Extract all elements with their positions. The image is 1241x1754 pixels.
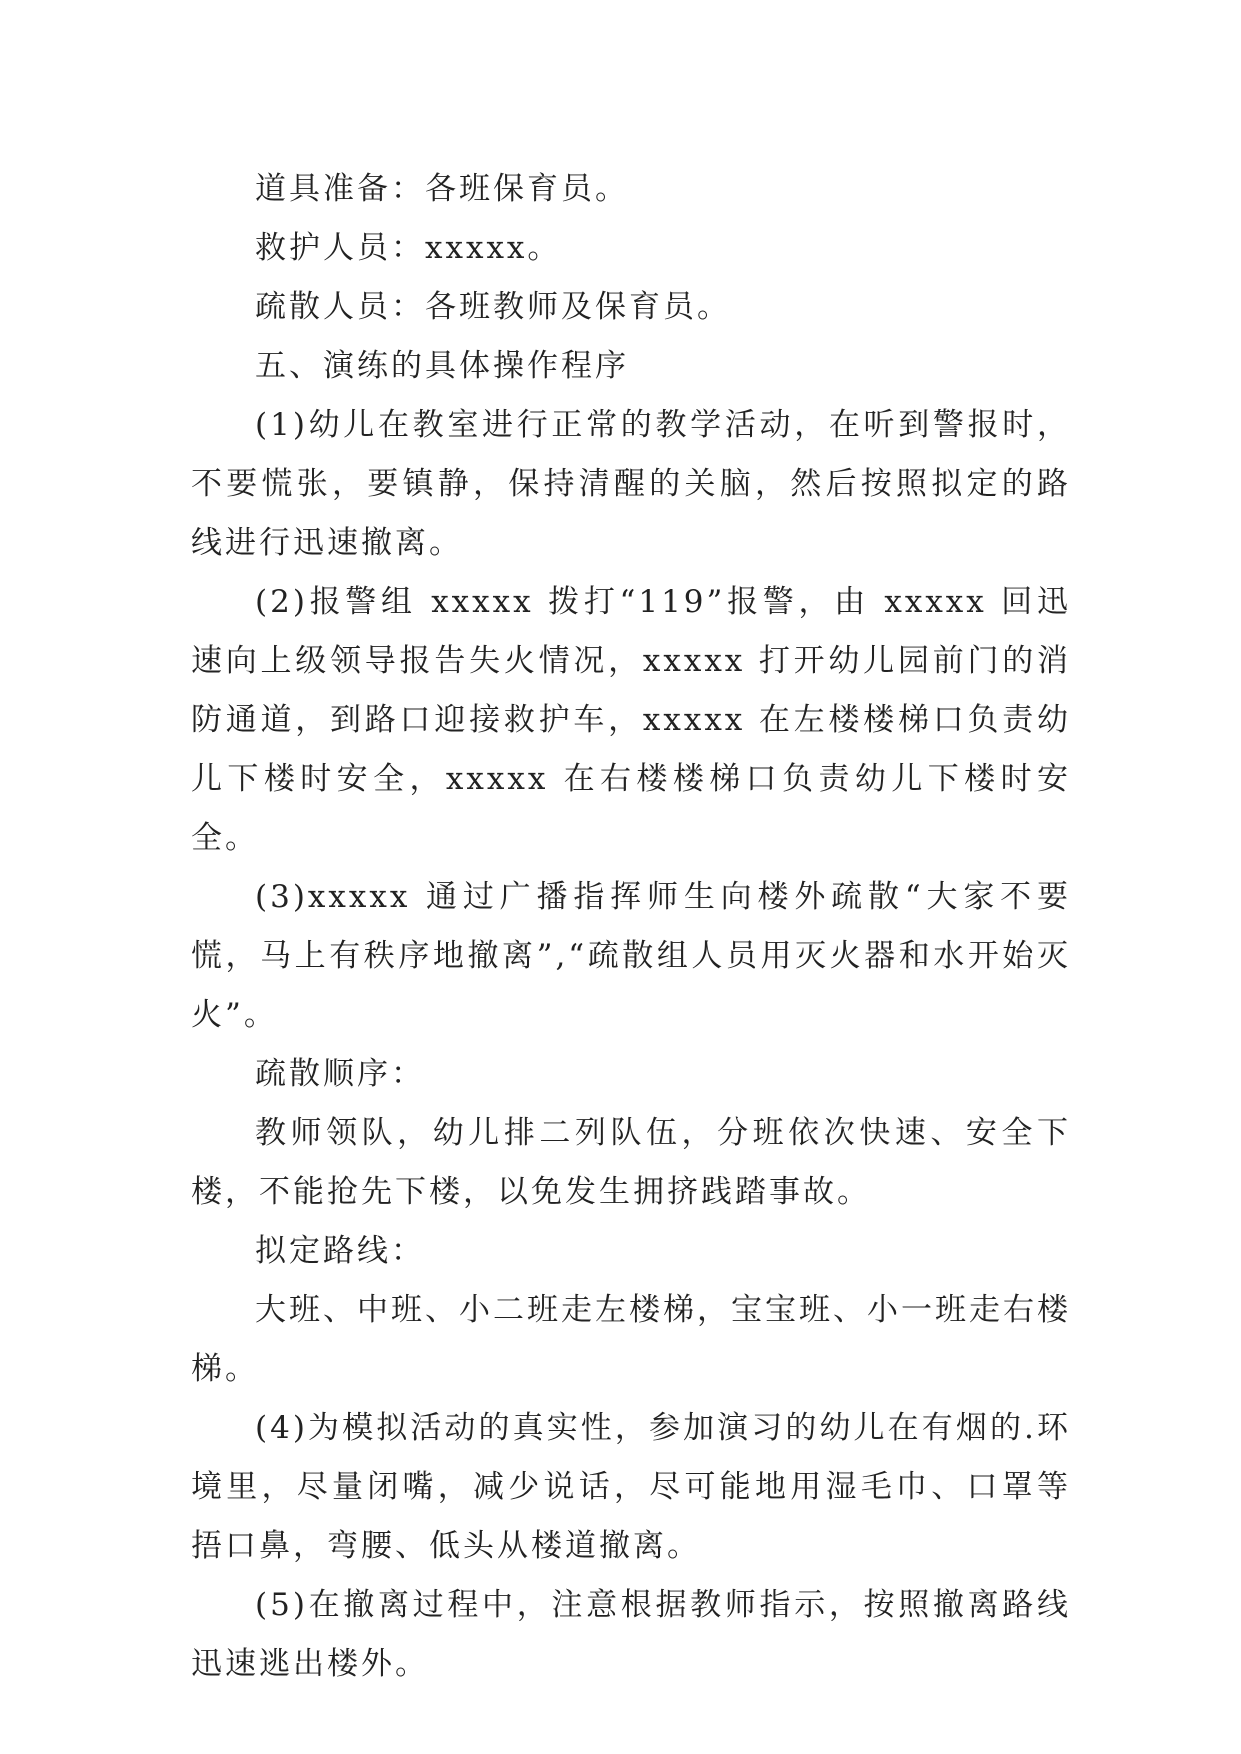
paragraph-evacuation-order-label: 疏散顺序： [255, 1056, 425, 1092]
paragraph-step-2: (2)报警组 xxxxx 拨打“119”报警，由 xxxxx 回迅速向上级领导报告失火情况，xxxxx 打开幼儿园前门的消防通道，到路口迎接救护车，xxxxx 在左楼楼梯口负责幼儿下楼时安全，xxxxx 在右楼楼梯口负责幼儿下楼时安全。 [191, 584, 1071, 856]
paragraph-evacuation-order: 教师领队，幼儿排二列队伍，分班依次快速、安全下楼，不能抢先下楼，以免发生拥挤践踏事故。 [191, 1115, 1071, 1210]
paragraph-props-prep: 道具准备：各班保育员。 [255, 171, 629, 207]
paragraph-route-label: 拟定路线： [255, 1233, 425, 1269]
paragraph-evacuation-staff: 疏散人员：各班教师及保育员。 [255, 289, 731, 325]
paragraph-route: 大班、中班、小二班走左楼梯，宝宝班、小一班走右楼梯。 [191, 1292, 1071, 1387]
paragraph-step-1: (1)幼儿在教室进行正常的教学活动，在听到警报时，不要慌张，要镇静，保持清醒的关脑，然后按照拟定的路线进行迅速撤离。 [191, 407, 1071, 561]
paragraph-step-3: (3)xxxxx 通过广播指挥师生向楼外疏散“大家不要慌，马上有秩序地撤离”,“疏散组人员用灭火器和水开始灭火”。 [191, 879, 1071, 1033]
section-heading-procedure: 五、演练的具体操作程序 [255, 348, 629, 384]
paragraph-step-5: (5)在撤离过程中，注意根据教师指示，按照撤离路线迅速逃出楼外。 [191, 1587, 1071, 1682]
paragraph-step-4: (4)为模拟活动的真实性，参加演习的幼儿在有烟的.环境里，尽量闭嘴，减少说话，尽可能地用湿毛巾、口罩等捂口鼻，弯腰、低头从楼道撤离。 [191, 1410, 1071, 1564]
document-body [191, 160, 1071, 1694]
paragraph-rescue-staff: 救护人员：xxxxx。 [255, 230, 562, 266]
